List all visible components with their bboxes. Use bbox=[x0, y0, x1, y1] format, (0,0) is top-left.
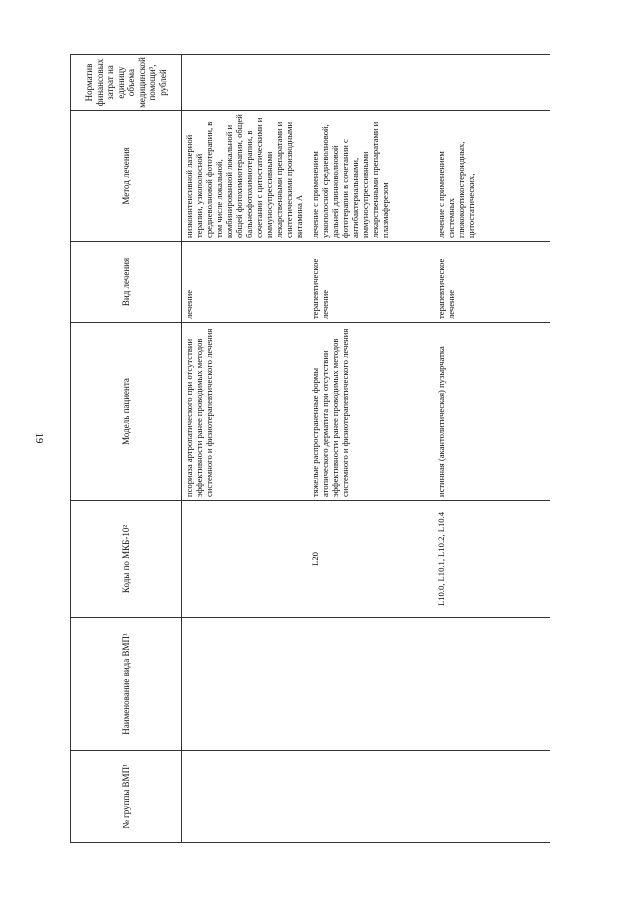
cell-codes bbox=[182, 501, 305, 618]
header-model: Модель пациента bbox=[71, 323, 182, 501]
page-number: 19 bbox=[33, 432, 45, 444]
table-header-row bbox=[71, 55, 182, 843]
table-row bbox=[430, 55, 550, 843]
cell-norm bbox=[304, 55, 430, 111]
cell-method: лечение с применением узкополосной средневолновой, дальней длинноволновой фототерапии в сочетании с антибактериальными, иммуносупрессивными лекарственными препаратами и плазмаферезом bbox=[304, 111, 430, 242]
header-group: № группы ВМП¹ bbox=[71, 751, 182, 843]
cell-model: тяжелые распространенные формы атопического дерматита при отсутствии эффективности ранее проводимых методов системного и физиотерапевтического лечения bbox=[304, 323, 430, 501]
cell-norm bbox=[182, 55, 305, 111]
cell-codes: L20 bbox=[304, 501, 430, 618]
cell-norm bbox=[430, 55, 550, 111]
cell-codes: L10.0, L10.1, L10.2, L10.4 bbox=[430, 501, 550, 618]
cell-name bbox=[304, 618, 430, 751]
cell-name bbox=[430, 618, 550, 751]
table-row bbox=[182, 55, 305, 843]
cell-method: лечение с применением системных глюкокортикостероидных, цитостатических, bbox=[430, 111, 550, 242]
cell-name bbox=[182, 618, 305, 751]
cell-type: терапевтическое лечение bbox=[304, 242, 430, 323]
header-norm: Норматив финансовых затрат на единицу объема медицинской помощи³, рублей bbox=[71, 55, 182, 111]
header-name: Наименование вида ВМП¹ bbox=[71, 618, 182, 751]
cell-model: истинная (акантолитическая) пузырчатка bbox=[430, 323, 550, 501]
treatment-table bbox=[70, 54, 550, 843]
header-codes: Коды по МКБ-10² bbox=[71, 501, 182, 618]
cell-group bbox=[304, 751, 430, 843]
cell-group bbox=[430, 751, 550, 843]
header-type: Вид лечения bbox=[71, 242, 182, 323]
table-row bbox=[304, 55, 430, 843]
cell-type: лечение bbox=[182, 242, 305, 323]
cell-type: терапевтическое лечение bbox=[430, 242, 550, 323]
cell-method: низкоинтенсивной лазерной терапии, узкополосной средневолновой фототерапии, в том числе локальной, комбинированной локальной и общей фотохимиотерапии, общей бальнеофотохимиотерапии, в сочетании с цитостатическими и иммуносупрессивными лекарственными препаратами и синтетическими производными витамина А bbox=[182, 111, 305, 242]
cell-group bbox=[182, 751, 305, 843]
header-method: Метод лечения bbox=[71, 111, 182, 242]
cell-model: псориаза артропатического при отсутствии эффективности ранее проводимых методов системного и физиотерапевтического лечения bbox=[182, 323, 305, 501]
rotated-table-wrapper bbox=[70, 55, 550, 843]
